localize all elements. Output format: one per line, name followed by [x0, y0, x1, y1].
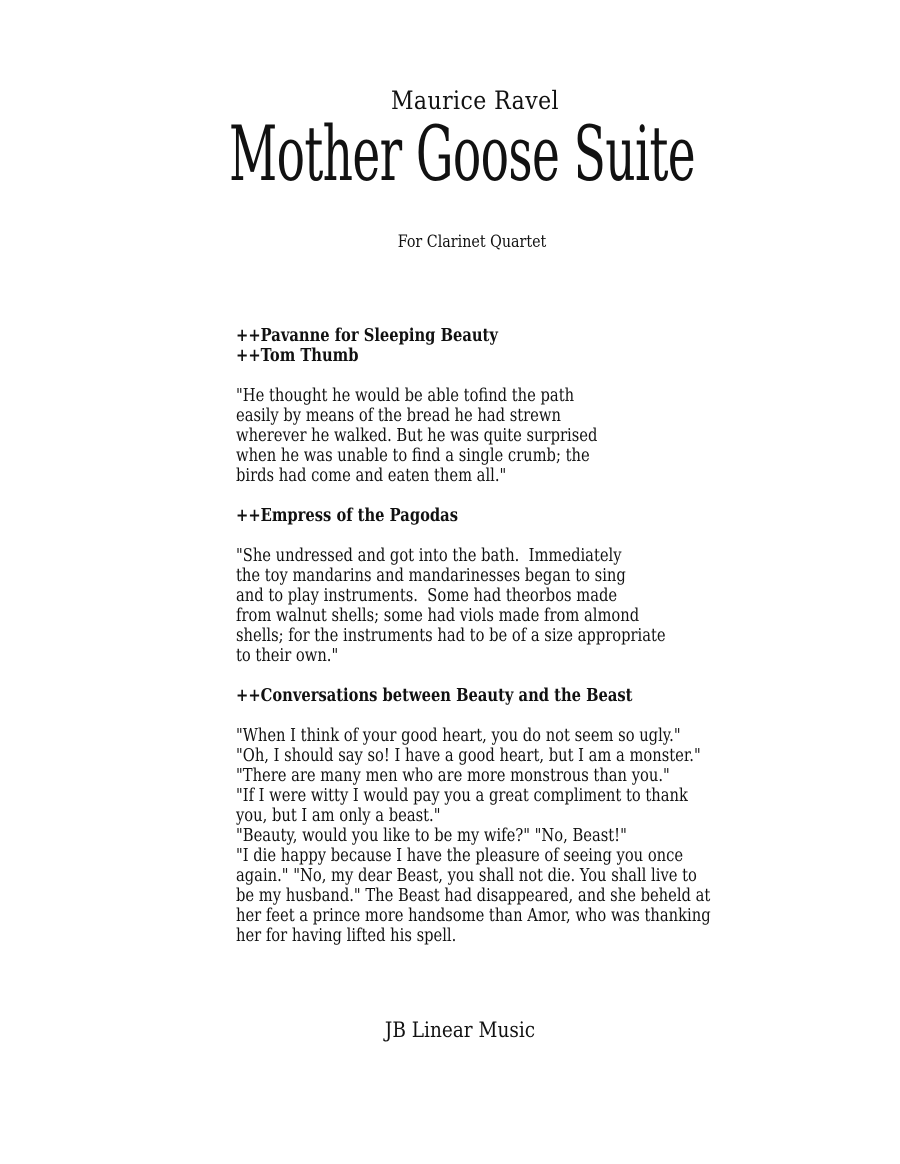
spacer	[236, 486, 706, 506]
quote-line: to their own."	[236, 646, 339, 666]
quote-line: "Beauty, would you like to be my wife?" "No, Beast!"	[236, 826, 627, 846]
quote-line: "She undressed and got into the bath. Immediately	[236, 546, 622, 566]
quote-line: birds had come and eaten them all."	[236, 466, 507, 486]
quote-line: wherever he walked. But he was quite surprised	[236, 426, 598, 446]
instrumentation-subtitle: For Clarinet Quartet	[397, 232, 547, 252]
program-notes	[236, 326, 711, 946]
spacer	[236, 706, 706, 726]
spacer	[236, 366, 706, 386]
composer-name: Maurice Ravel	[390, 86, 560, 115]
quote-line: "I die happy because I have the pleasure of seeing you once	[236, 846, 684, 866]
quote-line: easily by means of the bread he had strewn	[236, 406, 561, 426]
quote-line: "He thought he would be able tofind the path	[236, 386, 575, 406]
quote-line: "When I think of your good heart, you do not seem so ugly."	[236, 726, 681, 746]
quote-line: her for having lifted his spell.	[236, 926, 457, 946]
quote-line: when he was unable to find a single crumb; the	[236, 446, 590, 466]
quote-line: the toy mandarins and mandarinesses began to sing	[236, 566, 626, 586]
movement-heading: ++Pavanne for Sleeping Beauty	[236, 326, 498, 346]
movement-quote	[236, 726, 711, 946]
movement-quote	[236, 546, 706, 666]
quote-line: her feet a prince more handsome than Amor, who was thanking	[236, 906, 711, 926]
quote-line: "Oh, I should say so! I have a good heart, but I am a monster."	[236, 746, 701, 766]
quote-line: again." "No, my dear Beast, you shall not die. You shall live to	[236, 866, 697, 886]
quote-line: shells; for the instruments had to be of a size appropriate	[236, 626, 666, 646]
publisher-name: JB Linear Music	[384, 1018, 536, 1042]
movement-quote	[236, 386, 706, 486]
quote-line: you, but I am only a beast."	[236, 806, 441, 826]
movement-heading: ++Conversations between Beauty and the Beast	[236, 686, 633, 706]
quote-line: "If I were witty I would pay you a great compliment to thank	[236, 786, 688, 806]
movement-heading: ++Empress of the Pagodas	[236, 506, 458, 526]
spacer	[236, 666, 706, 686]
quote-line: "There are many men who are more monstrous than you."	[236, 766, 670, 786]
page-title: Mother Goose Suite	[228, 109, 696, 198]
movement-heading: ++Tom Thumb	[236, 346, 359, 366]
quote-line: from walnut shells; some had viols made from almond	[236, 606, 640, 626]
quote-line: and to play instruments. Some had theorbos made	[236, 586, 618, 606]
spacer	[236, 526, 706, 546]
quote-line: be my husband." The Beast had disappeared, and she beheld at	[236, 886, 711, 906]
